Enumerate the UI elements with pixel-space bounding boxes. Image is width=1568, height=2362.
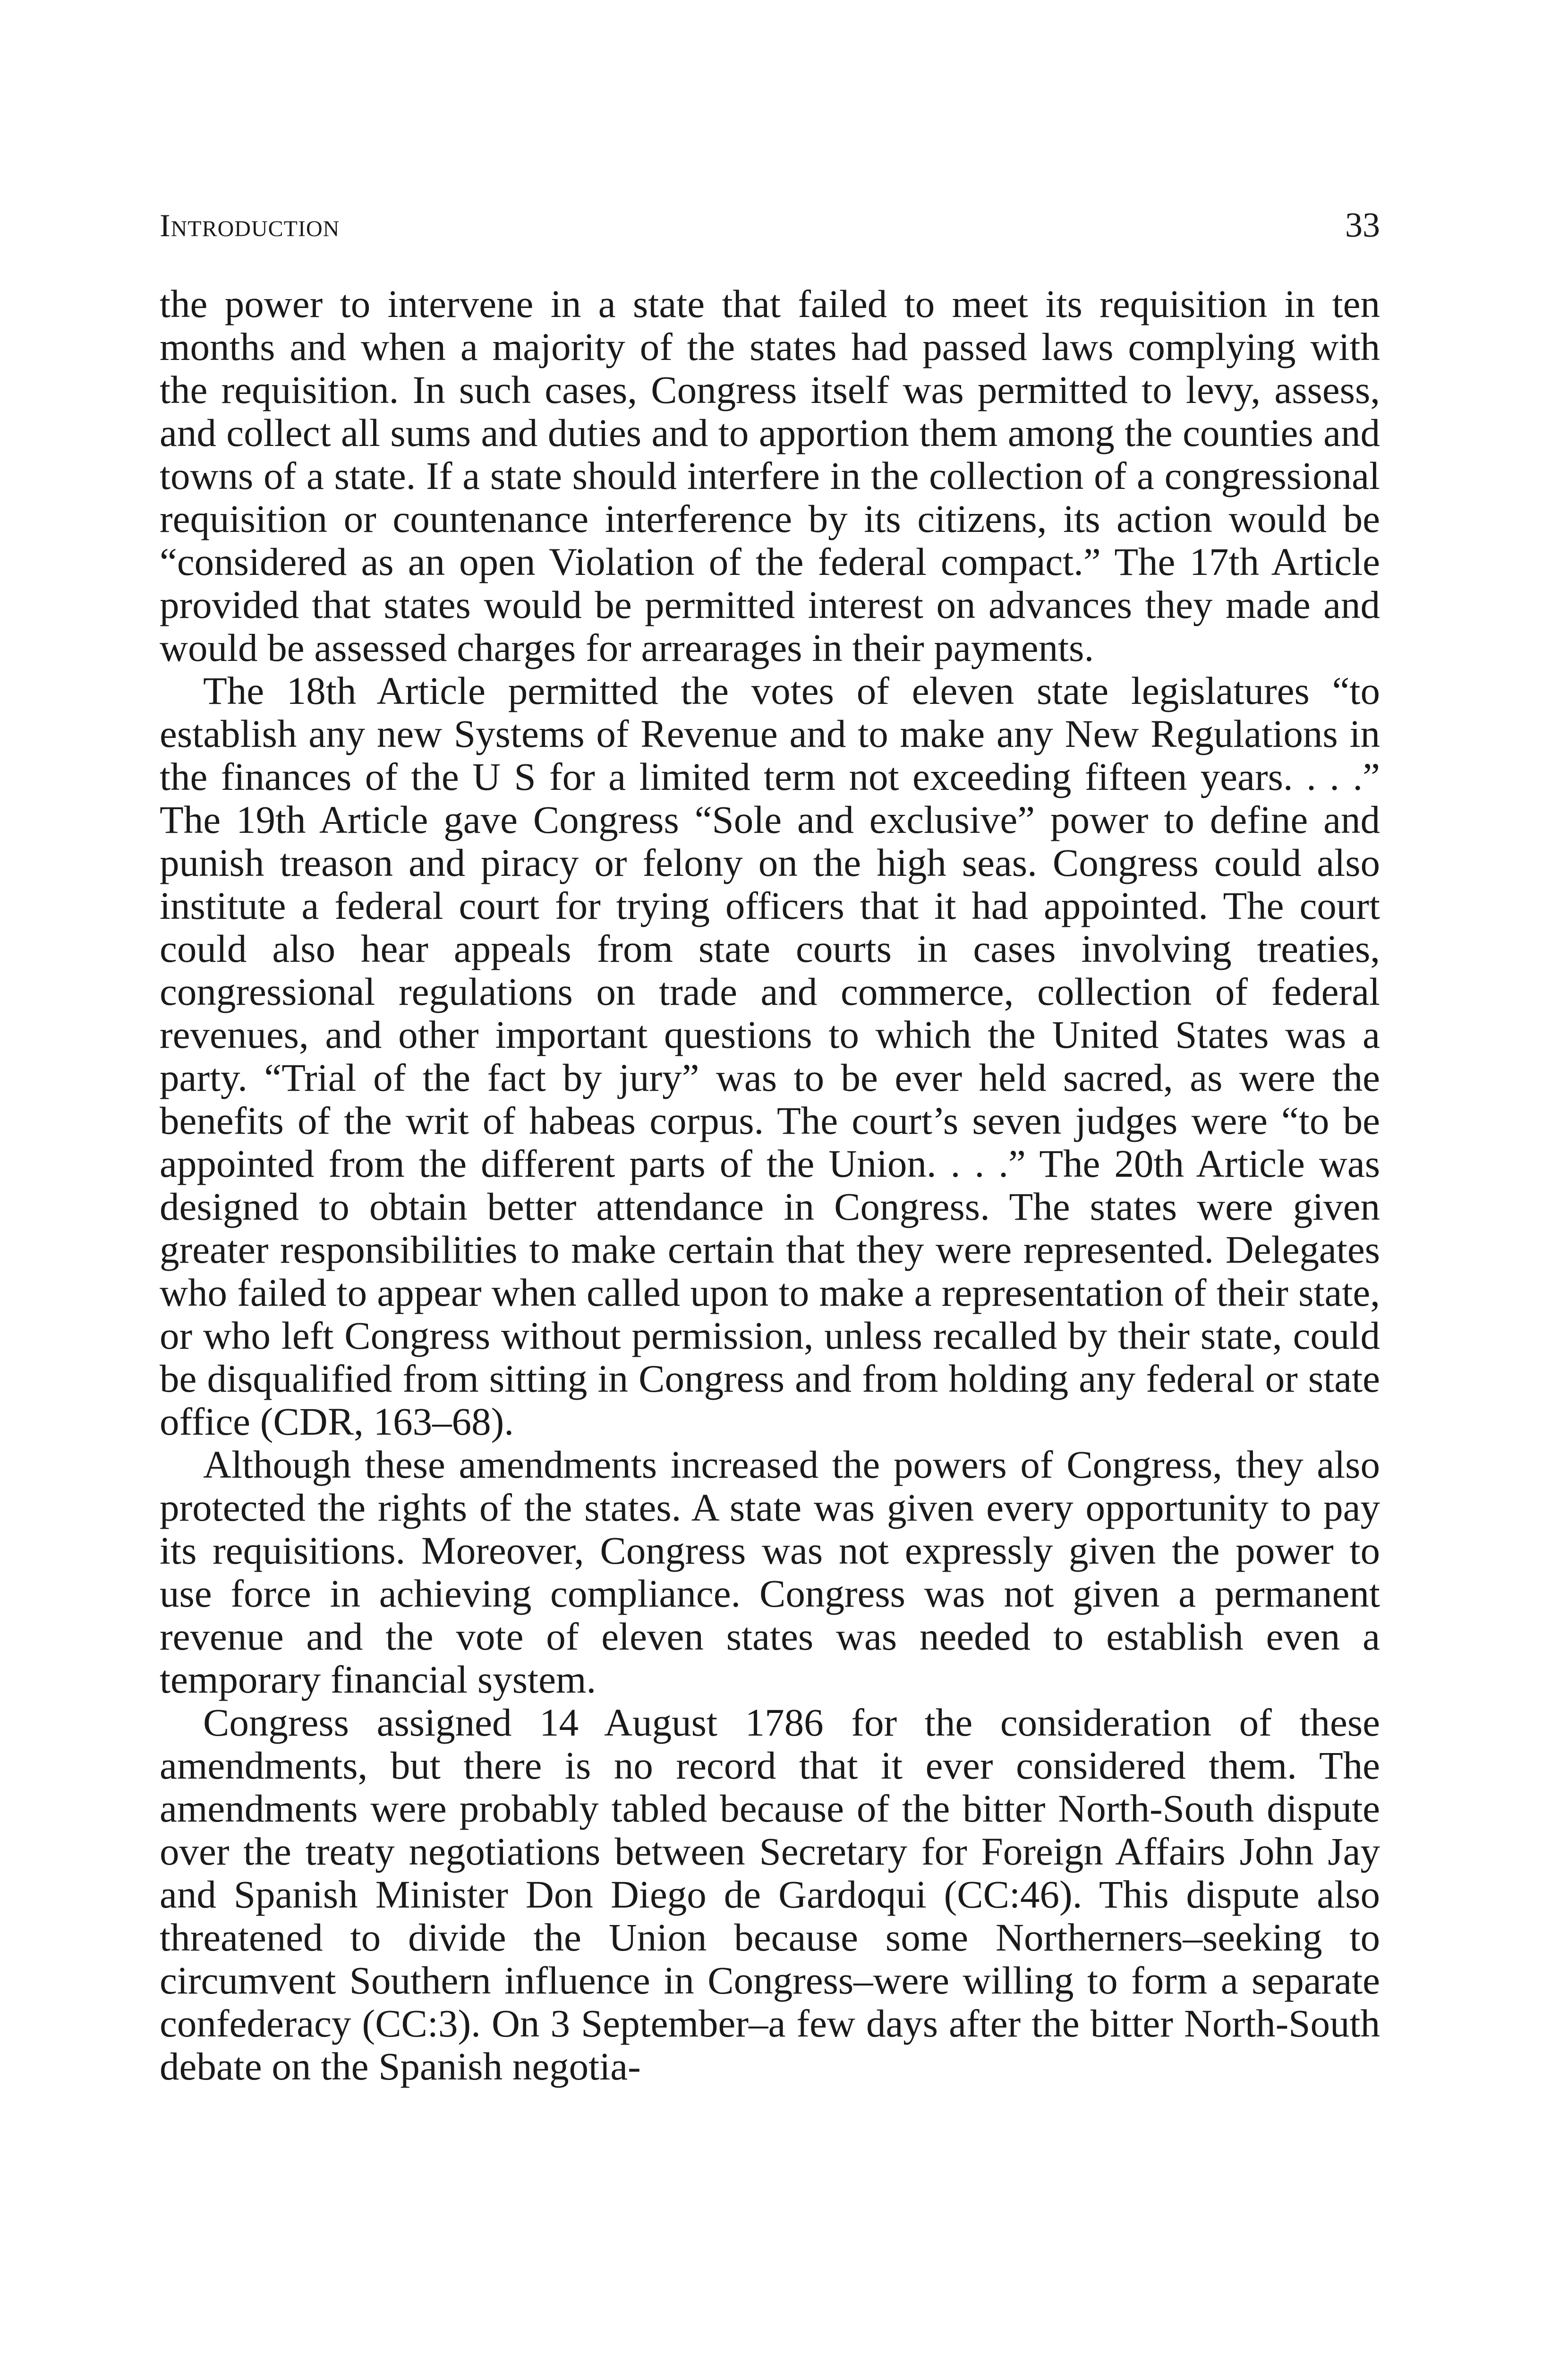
paragraph-2: The 18th Article permitted the votes of eleven state legislatures “to establish any new Systems of Revenue and to make any New Regulations in the finances of the U S for a limited term not exceeding fifteen years. . . .” The 19th Article gave Congress “Sole and exclusive” power to define and punish treason and piracy or felony on the high seas. Congress could also institute a federal court for trying officers that it had appointed. The court could also hear appeals from state courts in cases involving treaties, congressional regulations on trade and commerce, collection of federal revenues, and other important questions to which the United States was a party. “Trial of the fact by jury” was to be ever held sacred, as were the benefits of the writ of habeas corpus. The court’s seven judges were “to be appointed from the different parts of the Union. . . .” The 20th Article was designed to obtain better attendance in Congress. The states were given greater responsibilities to make certain that they were represented. Delegates who failed to appear when called upon to make a representation of their state, or who left Congress without permission, unless recalled by their state, could be disqualified from sitting in Congress and from holding any federal or state office (CDR, 163–68). — [160, 669, 1380, 1443]
page-number: 33 — [1345, 206, 1380, 245]
section-title: Introduction — [160, 207, 340, 243]
body-text — [160, 282, 1380, 2088]
paragraph-4: Congress assigned 14 August 1786 for the consideration of these amendments, but there is no record that it ever considered them. The amendments were probably tabled because of the bitter North-South dispute over the treaty negotiations between Secretary for Foreign Affairs John Jay and Spanish Minister Don Diego de Gardoqui (CC:46). This dispute also threatened to divide the Union because some Northerners–seeking to circumvent Southern influence in Congress–were willing to form a separate confederacy (CC:3). On 3 September–a few days after the bitter North-South debate on the Spanish negotia- — [160, 1701, 1380, 2088]
paragraph-1: the power to intervene in a state that failed to meet its requisition in ten months and when a majority of the states had passed laws complying with the requisition. In such cases, Congress itself was permitted to levy, assess, and collect all sums and duties and to apportion them among the counties and towns of a state. If a state should interfere in the collection of a congressional requisition or countenance interference by its citizens, its action would be “considered as an open Violation of the federal compact.” The 17th Article provided that states would be permitted interest on advances they made and would be assessed charges for arrearages in their payments. — [160, 282, 1380, 669]
running-head — [160, 204, 1380, 247]
paragraph-3: Although these amendments increased the powers of Congress, they also protected the rights of the states. A state was given every opportunity to pay its requisitions. Moreover, Congress was not expressly given the power to use force in achieving compliance. Congress was not given a permanent revenue and the vote of eleven states was needed to establish even a temporary financial system. — [160, 1443, 1380, 1701]
